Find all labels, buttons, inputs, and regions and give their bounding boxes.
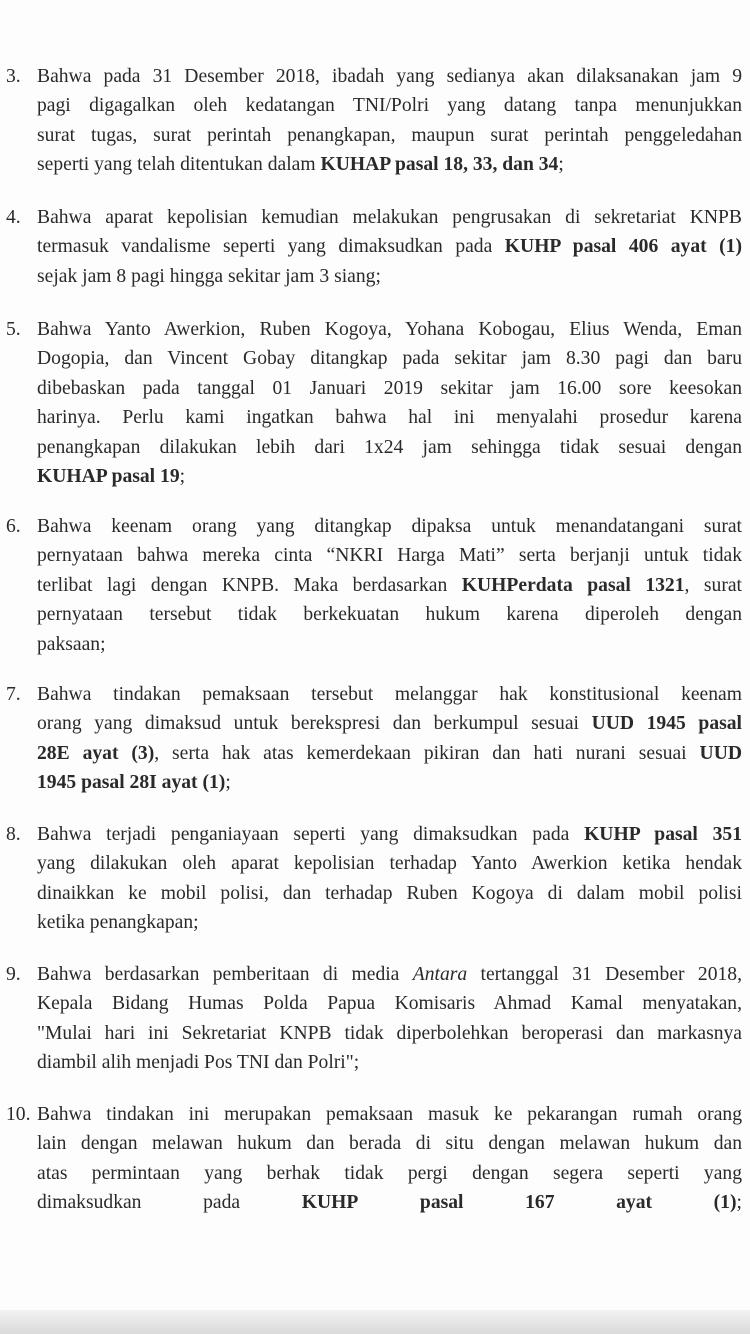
item-line: KUHAP pasal 19; (37, 466, 186, 488)
item-line: pagi digagalkan oleh kedatangan TNI/Polri yang datang tanpa menunjukkan (37, 95, 742, 117)
item-line: Bahwa tindakan ini merupakan pemaksaan masuk ke pekarangan rumah orang (37, 1104, 742, 1125)
list-item-3 (6, 62, 742, 180)
item-line: Dogopia, dan Vincent Gobay ditangkap pada sekitar jam 8.30 pagi dan baru (37, 348, 742, 370)
law-reference: UUD 1945 pasal (591, 713, 742, 735)
item-line: Bahwa pada 31 Desember 2018, ibadah yang sedianya akan dilaksanakan jam 9 (37, 66, 742, 87)
item-number: 8. (6, 824, 21, 845)
item-line: Bahwa keenam orang yang ditangkap dipaksa untuk menandatangani surat (37, 516, 742, 537)
item-line: Bahwa aparat kepolisian kemudian melakukan pengrusakan di sekretariat KNPB (37, 207, 742, 228)
law-reference: 1945 pasal 28I ayat (1) (37, 772, 226, 794)
item-line: termasuk vandalisme seperti yang dimaksudkan pada KUHP pasal 406 ayat (1) (37, 236, 742, 258)
item-number: 5. (6, 319, 21, 340)
law-reference: KUHPerdata pasal 1321 (461, 574, 685, 596)
item-line: Bahwa Yanto Awerkion, Ruben Kogoya, Yohana Kobogau, Elius Wenda, Eman (37, 319, 742, 340)
law-reference: KUHP pasal 351 (584, 824, 742, 845)
law-reference-word: ayat (616, 1192, 653, 1214)
law-reference: KUHAP pasal 18, 33, dan 34 (320, 154, 559, 176)
text-word: pada (203, 1192, 241, 1214)
law-reference-word: (1) (713, 1192, 737, 1214)
item-number: 6. (6, 516, 21, 537)
item-line: paksaan; (37, 633, 106, 655)
law-reference: 28E ayat (3) (37, 742, 155, 764)
item-line: sejak jam 8 pagi hingga sekitar jam 3 siang; (37, 265, 381, 287)
bottom-page-edge (0, 1310, 750, 1334)
list-item-9 (6, 960, 742, 1078)
text-word (714, 1188, 742, 1217)
media-name: Antara (412, 964, 468, 985)
item-number: 9. (6, 964, 21, 985)
list-item-5 (6, 315, 742, 491)
item-line: Bahwa terjadi penganiayaan seperti yang dimaksudkan pada KUHP pasal 351 (37, 824, 742, 845)
item-line (37, 1188, 742, 1217)
item-line: "Mulai hari ini Sekretariat KNPB tidak diperbolehkan beroperasi dan markasnya (37, 1022, 742, 1044)
list-item-8 (6, 820, 742, 938)
item-line: orang yang dimaksud untuk berekspresi dan berkumpul sesuai UUD 1945 pasal (37, 713, 742, 735)
item-line: harinya. Perlu kami ingatkan bahwa hal ini menyalahi prosedur karena (37, 407, 742, 429)
law-reference-word: 167 (525, 1192, 555, 1214)
item-number: 3. (6, 66, 21, 87)
list-item-10 (6, 1100, 742, 1218)
item-line: diambil alih menjadi Pos TNI dan Polri"; (37, 1052, 360, 1074)
list-item-7 (6, 680, 742, 798)
text-word: ; (736, 1192, 742, 1214)
law-reference-word: KUHP (301, 1192, 359, 1214)
list-item-6 (6, 512, 742, 659)
item-line: atas permintaan yang berhak tidak pergi dengan segera seperti yang (37, 1162, 742, 1184)
text-word: dimaksudkan (37, 1192, 142, 1214)
item-line: 1945 pasal 28I ayat (1); (37, 772, 231, 794)
item-number: 4. (6, 207, 21, 228)
law-reference: KUHAP pasal 19 (37, 466, 180, 488)
item-line: pernyataan tersebut tidak berkekuatan hukum karena diperoleh dengan (37, 604, 742, 626)
item-line: surat tugas, surat perintah penangkapan, maupun surat perintah penggeledahan (37, 124, 742, 146)
item-line: pernyataan bahwa mereka cinta “NKRI Harga Mati” serta berjanji untuk tidak (37, 545, 742, 567)
law-reference: KUHP pasal 406 ayat (1) (504, 236, 742, 258)
item-line: penangkapan dilakukan lebih dari 1x24 jam sehingga tidak sesuai dengan (37, 436, 742, 458)
item-line: Bahwa tindakan pemaksaan tersebut melanggar hak konstitusional keenam (37, 684, 742, 705)
list-item-4 (6, 203, 742, 291)
item-line: terlibat lagi dengan KNPB. Maka berdasarkan KUHPerdata pasal 1321, surat (37, 574, 742, 596)
item-line: dibebaskan pada tanggal 01 Januari 2019 sekitar jam 16.00 sore keesokan (37, 377, 742, 399)
item-line: Bahwa berdasarkan pemberitaan di media Antara tertanggal 31 Desember 2018, (37, 964, 742, 985)
item-line: ketika penangkapan; (37, 912, 199, 934)
item-number: 10. (6, 1104, 31, 1125)
item-line: lain dengan melawan hukum dan berada di situ dengan melawan hukum dan (37, 1133, 742, 1155)
law-reference: UUD (699, 742, 742, 764)
item-number: 7. (6, 684, 21, 705)
item-line: dinaikkan ke mobil polisi, dan terhadap Ruben Kogoya di dalam mobil polisi (37, 882, 742, 904)
item-line: 28E ayat (3), serta hak atas kemerdekaan pikiran dan hati nurani sesuai UUD (37, 742, 742, 764)
law-reference-word: pasal (419, 1192, 464, 1214)
item-line: seperti yang telah ditentukan dalam KUHAP pasal 18, 33, dan 34; (37, 154, 564, 176)
item-line: yang dilakukan oleh aparat kepolisian terhadap Yanto Awerkion ketika hendak (37, 853, 742, 875)
item-line: Kepala Bidang Humas Polda Papua Komisaris Ahmad Kamal menyatakan, (37, 993, 742, 1015)
